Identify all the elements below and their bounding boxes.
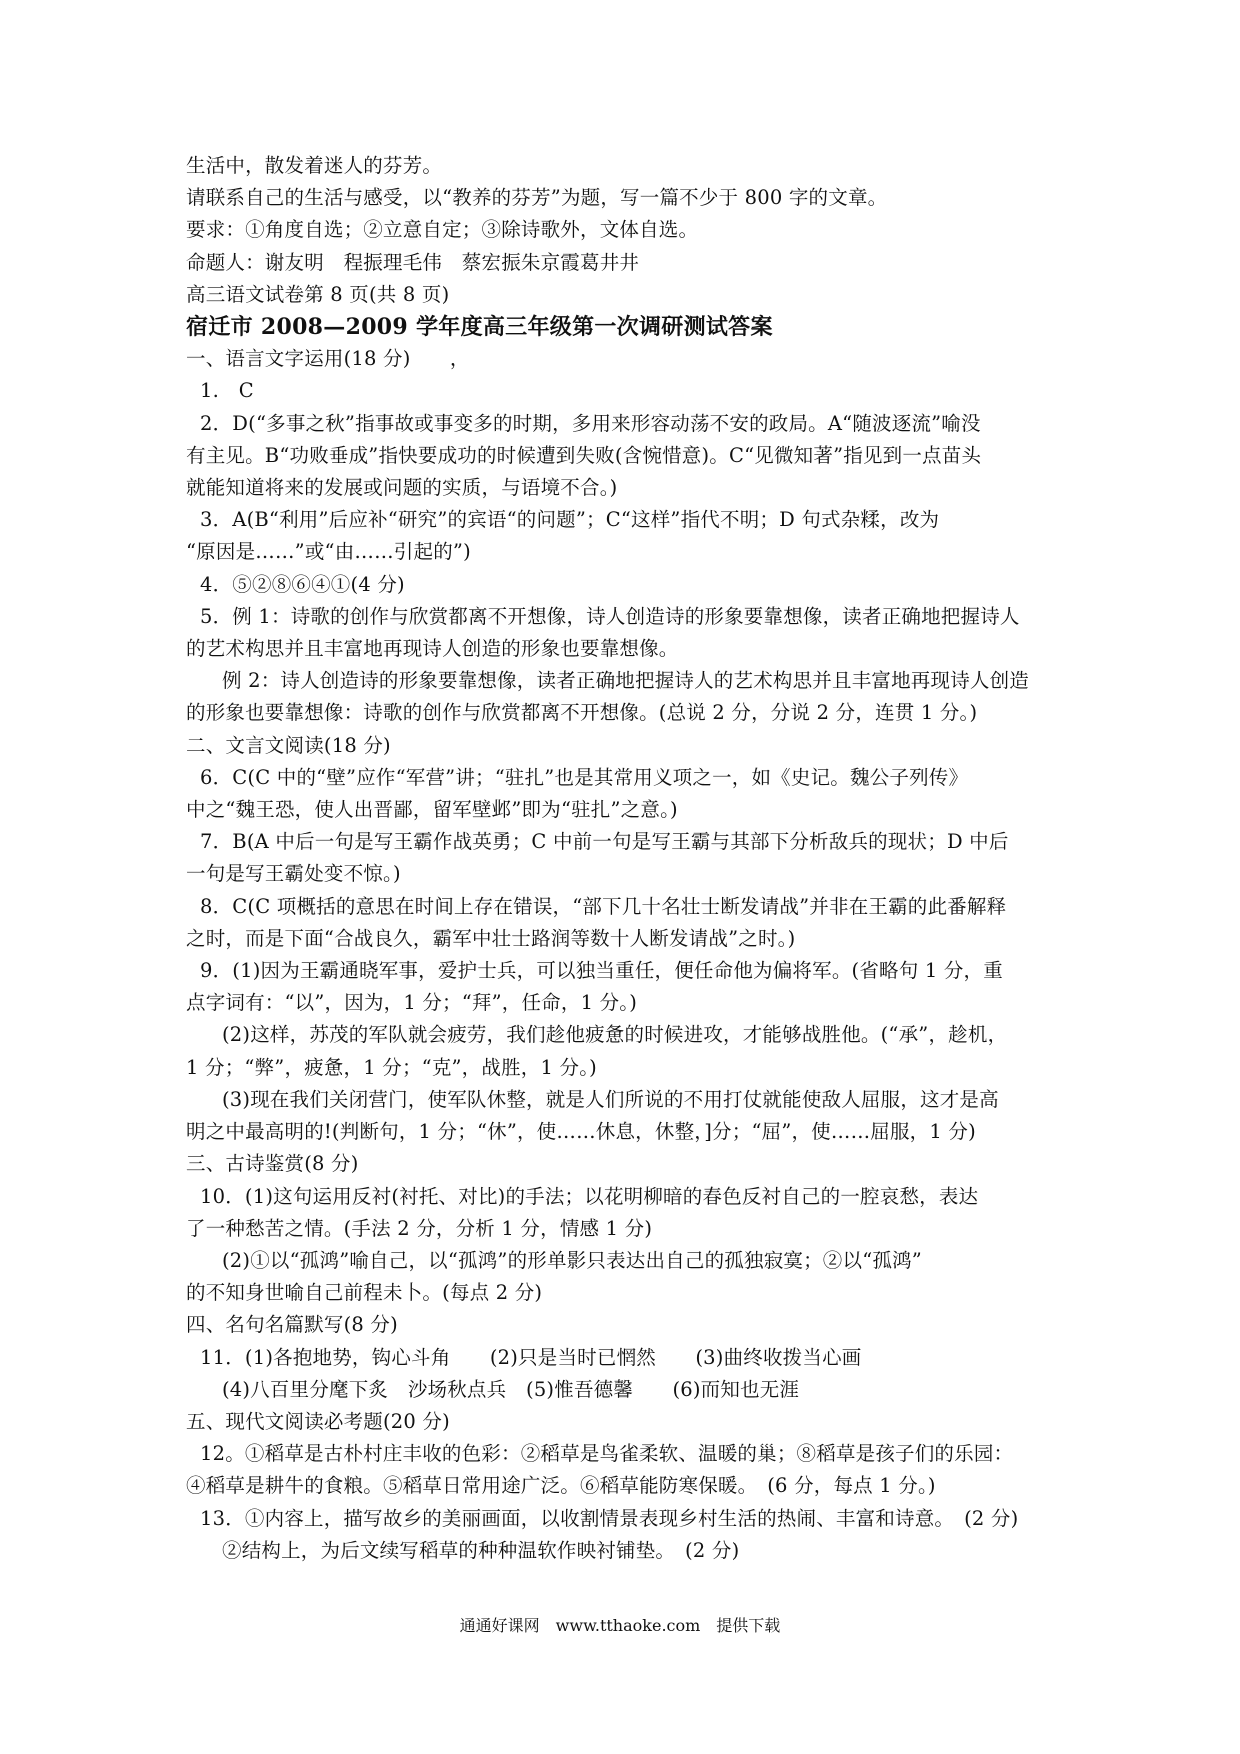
text-line: 的不知身世喻自己前程未卜。(每点 2 分): [186, 1281, 543, 1305]
answer-title: 宿迁市 2008—2009 学年度高三年级第一次调研测试答案: [186, 314, 773, 341]
text-line: 一句是写王霸处变不惊。): [186, 862, 401, 886]
text-line: 的形象也要靠想像：诗歌的创作与欣赏都离不开想像。(总说 2 分，分说 2 分，连贯 1 分。): [186, 701, 978, 725]
answer-item: 10．(1)这句运用反衬(衬托、对比)的手法；以花明柳暗的春色反衬自己的一腔哀愁，表达: [200, 1184, 979, 1208]
section-heading: 五、现代文阅读必考题(20 分): [186, 1409, 450, 1433]
document-body: [186, 150, 1116, 1567]
answer-item: 9．(1)因为王霸通晓军事，爱护士兵，可以独当重任，便任命他为偏将军。(省略句 1 分，重: [200, 959, 1003, 983]
answer-item: 2．D(“多事之秋”指事故或事变多的时期，多用来形容动荡不安的政局。A“随波逐流”喻没: [200, 411, 981, 435]
text-line: (4)八百里分麾下炙 沙场秋点兵 (5)惟吾德馨 (6)而知也无涯: [222, 1377, 800, 1401]
text-line: 就能知道将来的发展或问题的实质，与语境不合。): [186, 476, 618, 500]
text-line: 有主见。B“功败垂成”指快要成功的时候遭到失败(含惋惜意)。C“见微知著”指见到一点苗头: [186, 443, 982, 467]
section-heading: 三、古诗鉴赏(8 分): [186, 1152, 359, 1176]
text-line: 点字词有：“以”，因为，1 分；“拜”，任命，1 分。): [186, 991, 638, 1015]
text-line: 要求：①角度自选；②立意自定；③除诗歌外，文体自选。: [186, 218, 699, 242]
answer-item: 13．①内容上，描写故乡的美丽画面，以收割情景表现乡村生活的热闹、丰富和诗意。 (2 分): [200, 1506, 1019, 1530]
text-line: 了一种愁苦之情。(手法 2 分，分析 1 分，情感 1 分): [186, 1216, 653, 1240]
text-line: 请联系自己的生活与感受，以“教养的芬芳”为题，写一篇不少于 800 字的文章。: [186, 186, 888, 210]
text-line: 例 2：诗人创造诗的形象要靠想像，读者正确地把握诗人的艺术构思并且丰富地再现诗人创造: [222, 669, 1030, 693]
text-line: (2)①以“孤鸿”喻自己，以“孤鸿”的形单影只表达出自己的孤独寂寞；②以“孤鸿”: [222, 1248, 922, 1272]
text-line: 命题人：谢友明 程振理毛伟 蔡宏振朱京霞葛井井: [186, 250, 640, 274]
text-line: (3)现在我们关闭营门，使军队休整，就是人们所说的不用打仗就能使敌人屈服，这才是高: [222, 1087, 999, 1111]
answer-item: 12。①稻草是古朴村庄丰收的色彩：②稻草是鸟雀柔软、温暖的巢；⑧稻草是孩子们的乐园：: [200, 1442, 1014, 1466]
section-heading: 二、文言文阅读(18 分): [186, 733, 391, 757]
text-line: “原因是……”或“由……引起的”): [186, 540, 471, 564]
text-line: 之时，而是下面“合战良久，霸军中壮士路润等数十人断发请战”之时。): [186, 926, 796, 950]
text-line: 生活中，散发着迷人的芬芳。: [186, 154, 443, 177]
text-line: 1 分；“弊”，疲惫，1 分；“克”，战胜，1 分。): [186, 1055, 597, 1079]
text-line: 中之“魏王恐，使人出晋鄙，留军壁邺”即为“驻扎”之意。): [186, 798, 678, 822]
page-number-line: 高三语文试卷第 8 页(共 8 页): [186, 282, 450, 306]
text-line: 明之中最高明的!(判断句，1 分；“休”，使……休息，休整，]分；“屈”，使……屈服，1 分): [186, 1120, 976, 1144]
answer-item: 1. C: [200, 379, 254, 403]
text-line: ④稻草是耕牛的食粮。⑤稻草日常用途广泛。⑥稻草能防寒保暖。 (6 分，每点 1 分。): [186, 1474, 936, 1498]
answer-item: 11．(1)各抱地势，钩心斗角 (2)只是当时已惘然 (3)曲终收拨当心画: [200, 1345, 862, 1369]
answer-item: 6．C(C 中的“壁”应作“军营”讲；“驻扎”也是其常用义项之一，如《史记。魏公子列传》: [200, 765, 969, 789]
footer-credit: 通通好课网 www.tthaoke.com 提供下载: [459, 1616, 781, 1635]
text-line: ②结构上，为后文续写稻草的种种温软作映衬铺垫。 (2 分): [222, 1538, 740, 1562]
text-line: 的艺术构思并且丰富地再现诗人创造的形象也要靠想像。: [186, 637, 679, 661]
section-heading: 一、语言文字运用(18 分) ，: [186, 347, 470, 371]
answer-item: 5．例 1：诗歌的创作与欣赏都离不开想像，诗人创造诗的形象要靠想像，读者正确地把握诗人: [200, 604, 1020, 628]
answer-item: 3．A(B“利用”后应补“研究”的宾语“的问题”；C“这样”指代不明；D 句式杂糅，改为: [200, 508, 940, 532]
answer-item: 7．B(A 中后一句是写王霸作战英勇；C 中前一句是写王霸与其部下分析敌兵的现状；D 中后: [200, 830, 1009, 854]
text-line: (2)这样，苏茂的军队就会疲劳，我们趁他疲惫的时候进攻，才能够战胜他。(“承”，趁机，: [222, 1023, 1008, 1047]
section-heading: 四、名句名篇默写(8 分): [186, 1313, 398, 1337]
answer-item: 4．⑤②⑧⑥④①(4 分): [200, 572, 405, 596]
answer-item: 8．C(C 项概括的意思在时间上存在错误，“部下几十名壮士断发请战”并非在王霸的此番解释: [200, 894, 1007, 918]
